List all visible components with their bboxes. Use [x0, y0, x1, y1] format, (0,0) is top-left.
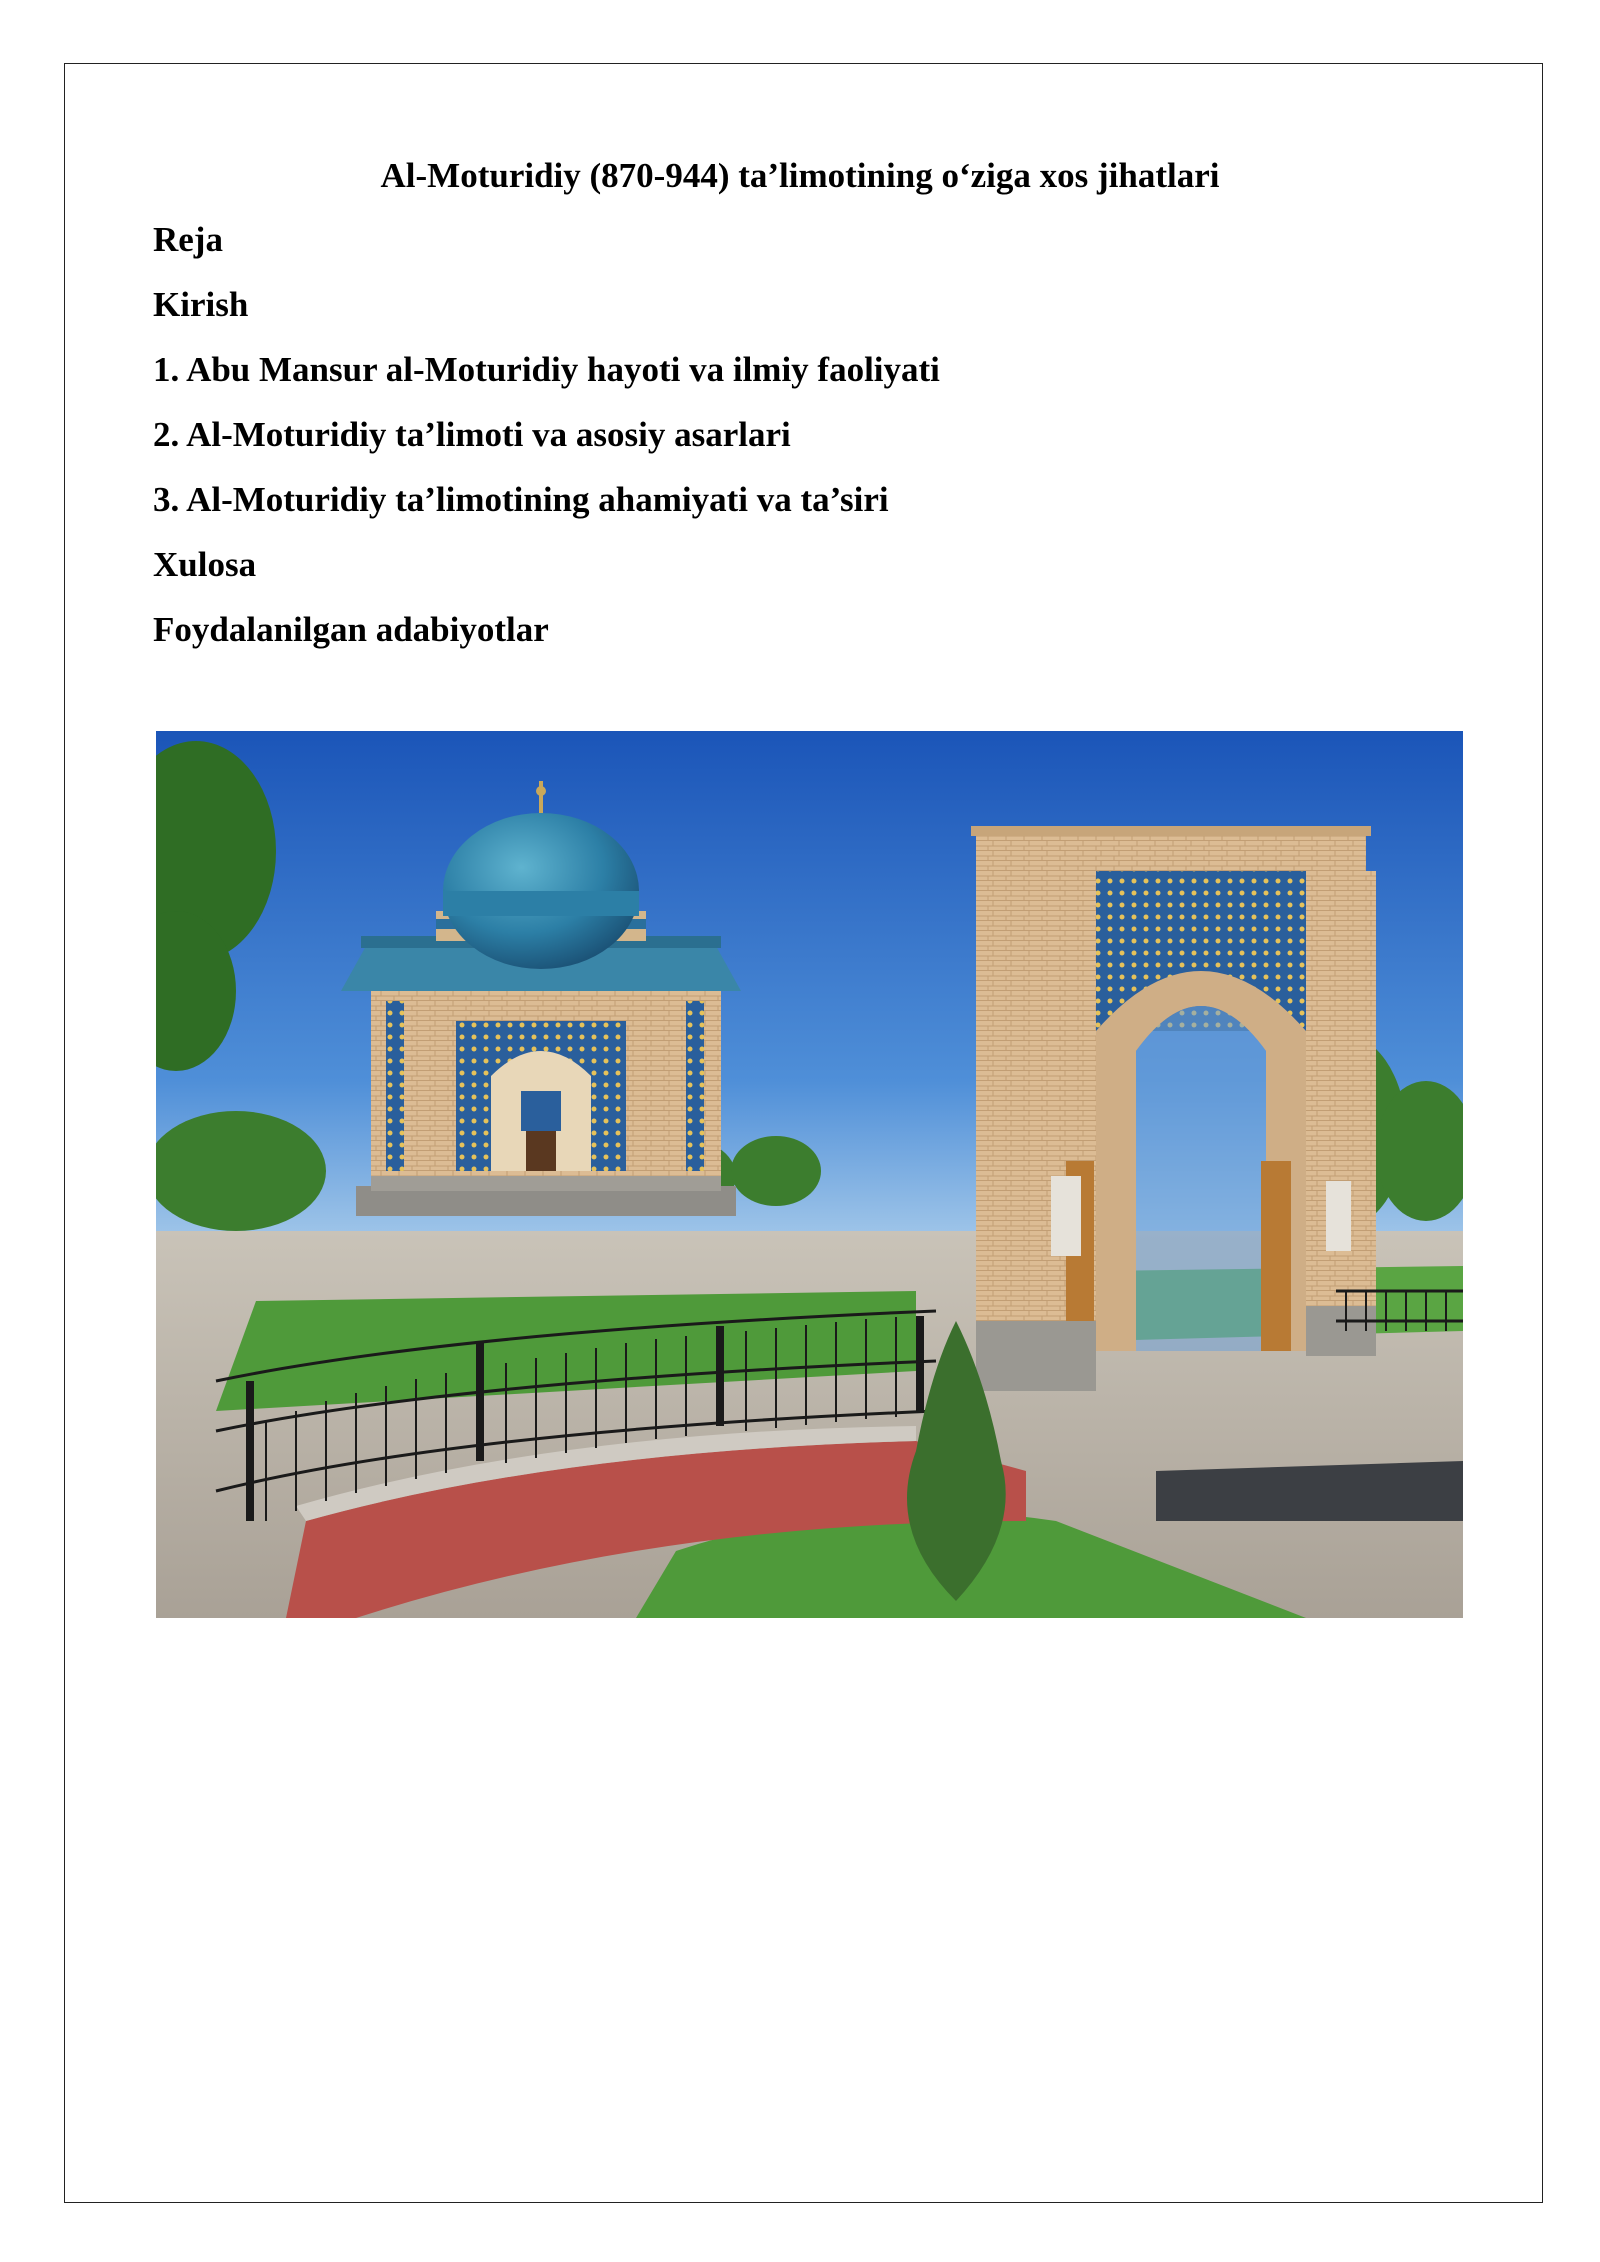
mausoleum-photo	[156, 731, 1463, 1618]
plan-item-references: Foydalanilgan adabiyotlar	[153, 610, 549, 649]
plan-item-3: 3. Al-Moturidiy ta’limotining ahamiyati va ta’siri	[153, 480, 889, 519]
plan-item-2: 2. Al-Moturidiy ta’limoti va asosiy asarlari	[153, 415, 791, 454]
plan-heading: Reja	[153, 220, 223, 259]
plan-item-intro: Kirish	[153, 285, 249, 324]
document-title: Al-Moturidiy (870-944) ta’limotining o‘ziga xos jihatlari	[380, 156, 1220, 195]
plan-item-1: 1. Abu Mansur al-Moturidiy hayoti va ilmiy faoliyati	[153, 350, 940, 389]
arch-gate	[971, 826, 1376, 1391]
plan-item-conclusion: Xulosa	[153, 545, 257, 584]
